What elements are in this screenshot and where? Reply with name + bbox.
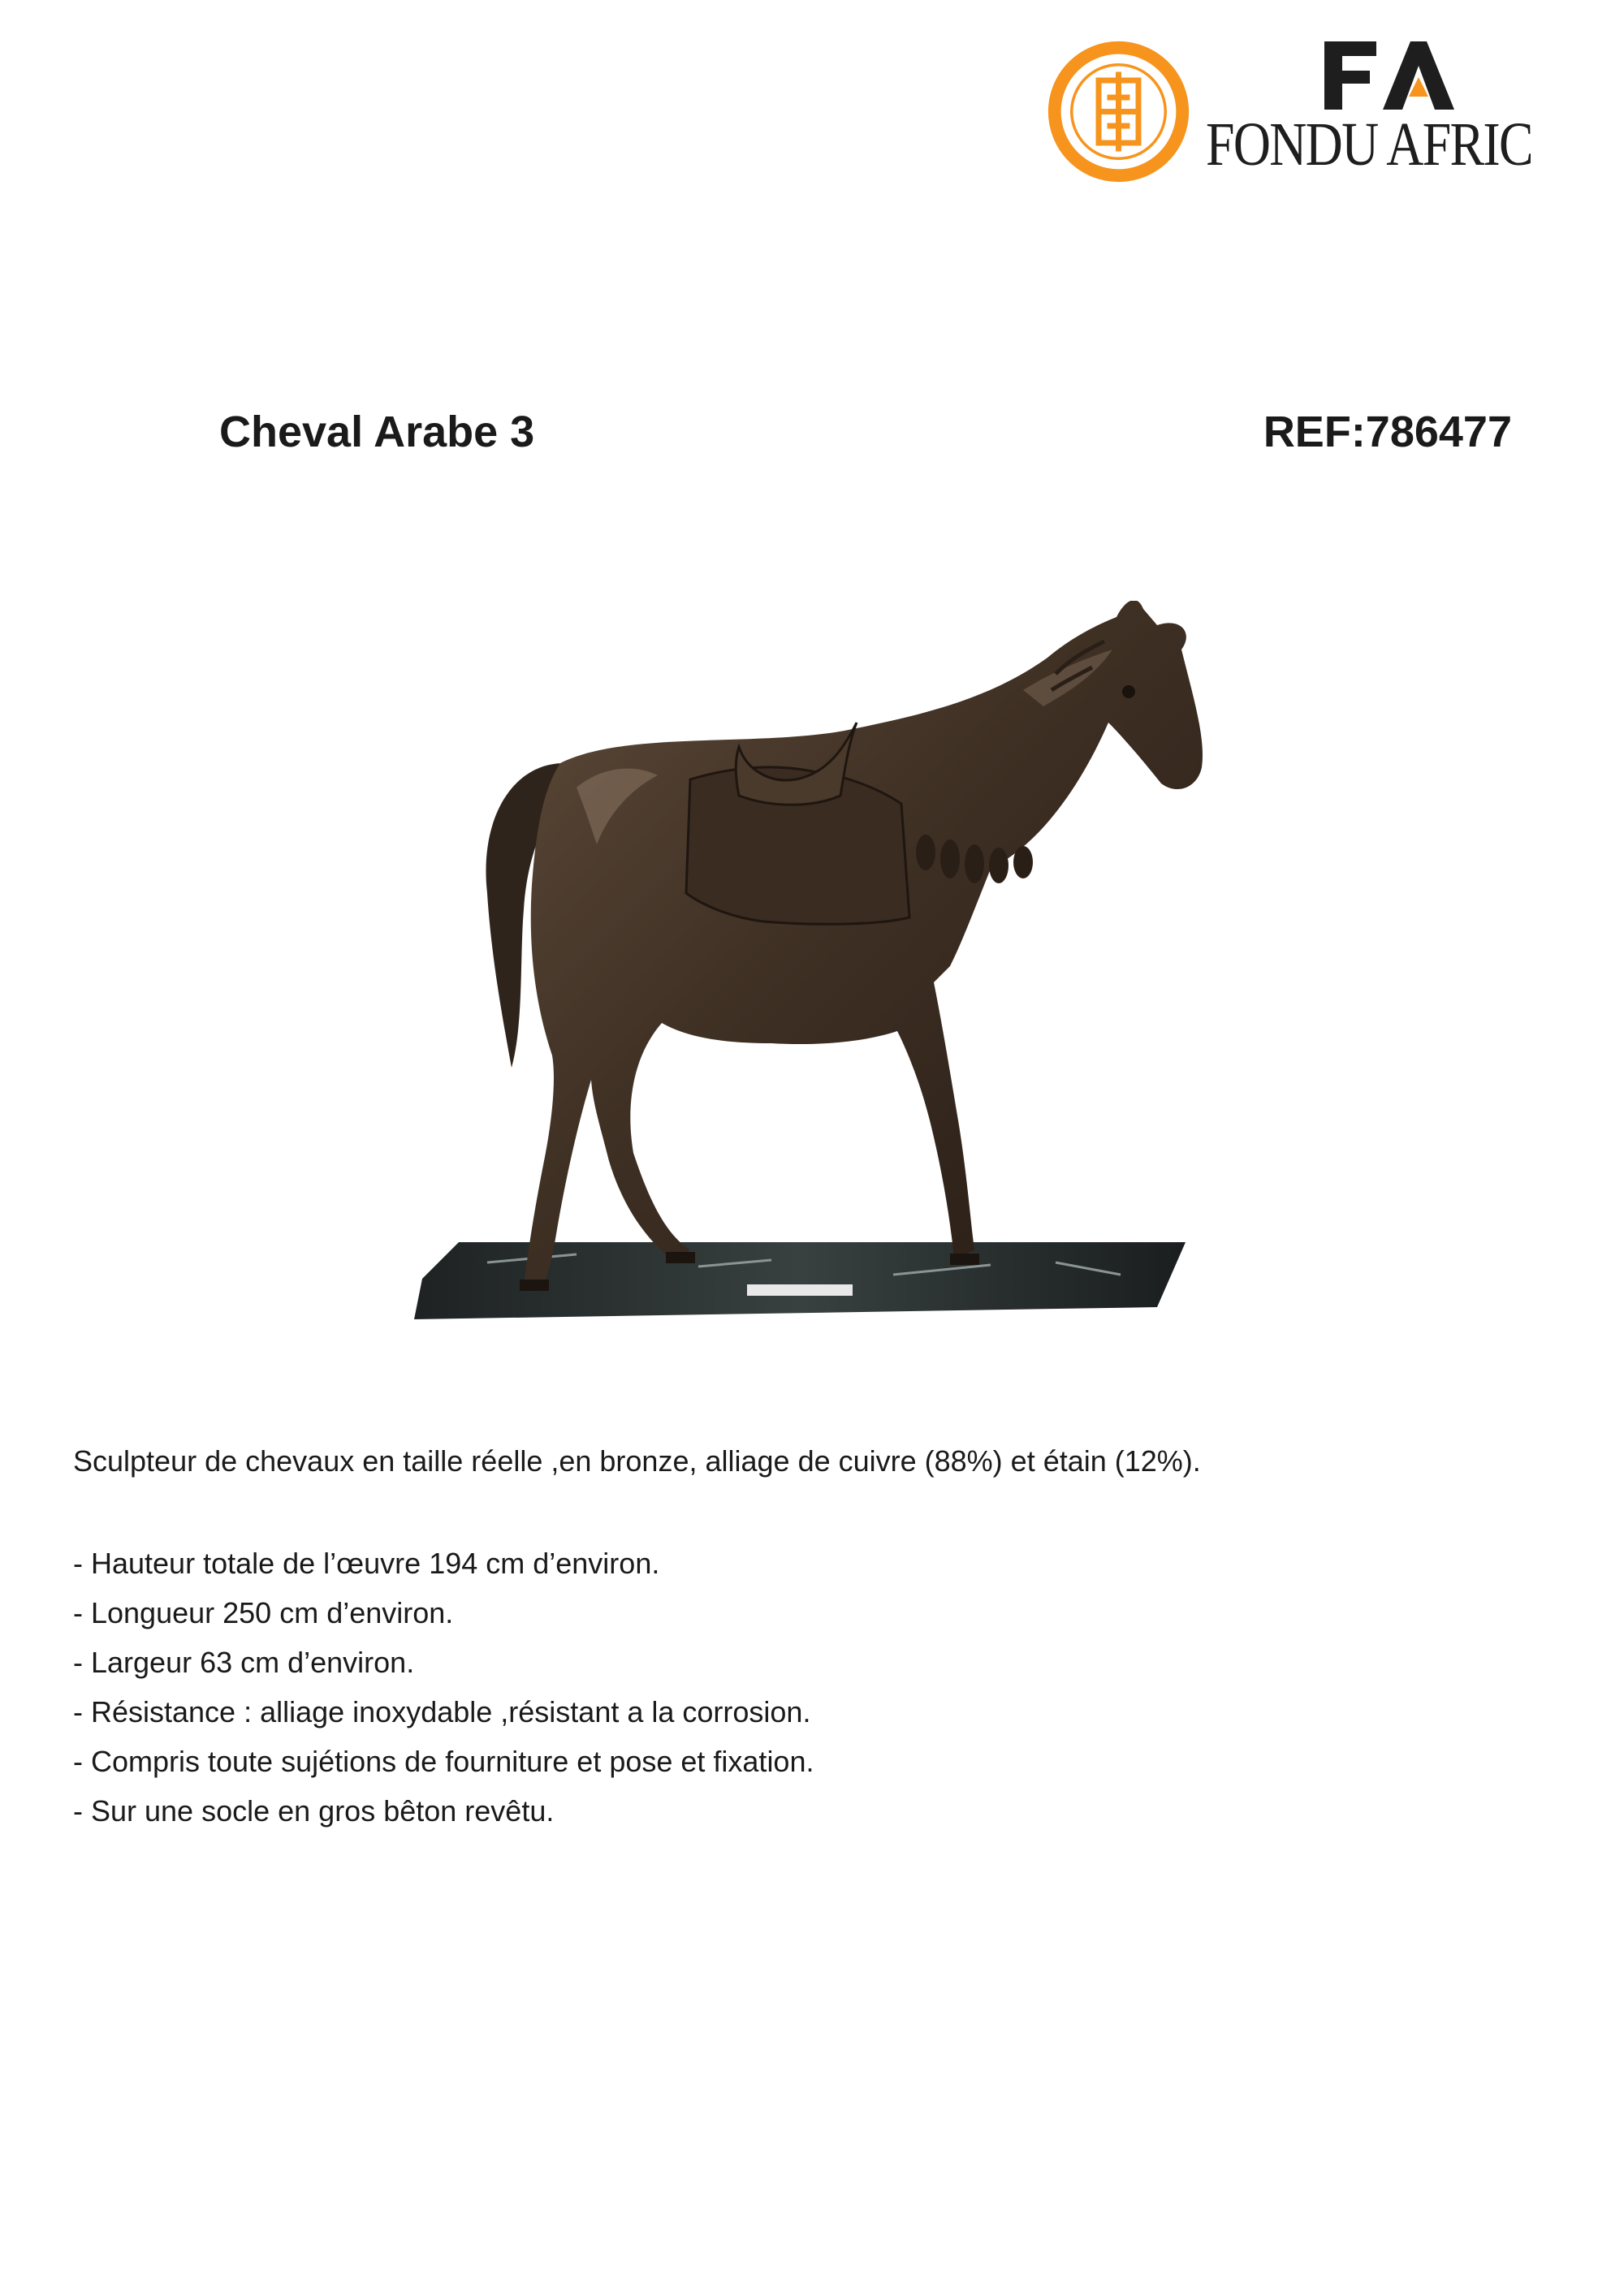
product-description: Sculpteur de chevaux en taille réelle ,en bronze, alliage de cuivre (88%) et étain (12%). xyxy=(73,1444,1201,1478)
product-reference: REF:786477 xyxy=(1263,408,1512,456)
product-title: Cheval Arabe 3 xyxy=(219,408,535,456)
fa-initials-mark xyxy=(1320,37,1458,114)
spec-item: - Longueur 250 cm d’environ. xyxy=(73,1596,454,1629)
fa-monogram-circle-icon xyxy=(1047,41,1190,183)
spec-list xyxy=(73,1539,814,1836)
spec-item: - Résistance : alliage inoxydable ,résistant a la corrosion. xyxy=(73,1695,811,1728)
spec-item: - Compris toute sujétions de fourniture et pose et fixation. xyxy=(73,1745,814,1778)
brand-name: FONDU AFRIC xyxy=(1206,110,1532,179)
spec-item: - Sur une socle en gros bêton revêtu. xyxy=(73,1794,555,1828)
brand-logo xyxy=(1047,37,1600,191)
bronze-horse-sculpture-photo xyxy=(390,601,1324,1348)
spec-item: - Hauteur totale de l’œuvre 194 cm d’environ. xyxy=(73,1547,660,1580)
spec-item: - Largeur 63 cm d’environ. xyxy=(73,1646,415,1679)
